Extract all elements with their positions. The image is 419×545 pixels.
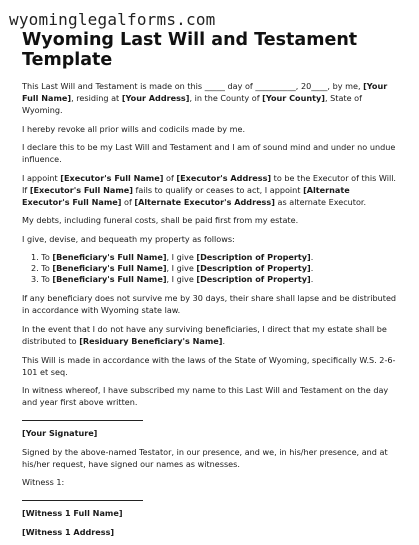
witness-clause: In witness whereof, I have subscribed my name to this Last Will and Testament on the day and year first above written. [22,385,389,408]
document-title: Wyoming Last Will and Testament Template [22,30,358,70]
signature-line [22,420,143,421]
executor-paragraph: I appoint [Executor's Full Name] of [Executor's Address] to be the Executor of this Will. If [Executor's Full Name] fails to qualify or ceases to act, I appoint [Alternate Executor's Full Name] of [Alternate Executor's Address] as alternate Executor. [22,172,397,207]
bequest-intro: I give, devise, and bequeath my property as follows: [22,233,235,244]
witness-1-signature-line [22,500,143,501]
witness-1-label: Witness 1: [22,477,65,488]
witness-1-address: [Witness 1 Address] [22,526,115,537]
list-item: 3. To [Beneficiary's Full Name], I give [Description of Property]. [31,274,314,285]
witness-1-name: [Witness 1 Full Name] [22,508,123,519]
site-watermark: wyominglegalforms.com [9,10,216,29]
bequest-list [22,252,400,286]
declaration-paragraph: I declare this to be my Last Will and Testament and I am of sound mind and under no undue influence. [22,142,396,165]
survival-paragraph: If any beneficiary does not survive me by 30 days, their share shall lapse and be distributed in accordance with Wyoming state law. [22,293,397,316]
list-item: 2. To [Beneficiary's Full Name], I give [Description of Property]. [31,262,314,273]
debts-paragraph: My debts, including funeral costs, shall be paid first from my estate. [22,215,299,226]
document-body [22,80,400,545]
list-item: 1. To [Beneficiary's Full Name], I give [Description of Property]. [31,251,314,262]
intro-paragraph: This Last Will and Testament is made on this _____ day of __________, 20____, by me, [Your Full Name], residing at [Your Address], in the County of [Your County], State of Wyoming. [22,81,388,115]
residuary-paragraph: In the event that I do not have any surviving beneficiaries, I direct that my estate shall be distributed to [Residuary Beneficiary's Name]. [22,323,387,346]
your-signature-label: [Your Signature] [22,428,98,439]
revoke-paragraph: I hereby revoke all prior wills and codicils made by me. [22,123,246,134]
governing-law-paragraph: This Will is made in accordance with the laws of the State of Wyoming, specifically W.S. 2-6-101 et seq. [22,354,396,377]
attestation-paragraph: Signed by the above-named Testator, in our presence, and we, in his/her presence, and at his/her request, have signed our names as witnesses. [22,446,388,469]
